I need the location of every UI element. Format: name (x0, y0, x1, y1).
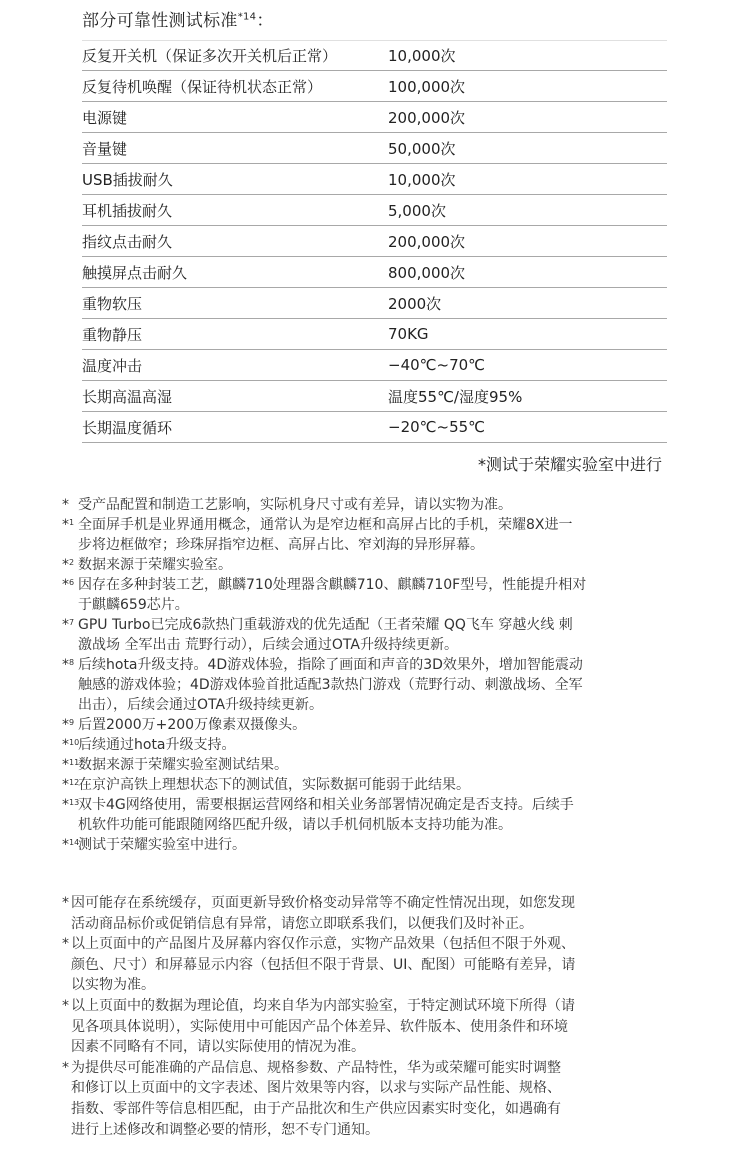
footnote (62, 835, 692, 855)
footnote-number: 12 (69, 778, 80, 787)
disclaimer (62, 893, 692, 934)
footnote-mark (62, 755, 78, 775)
spec-row (82, 134, 667, 164)
lab-note: *测试于荣耀实验室中进行 (477, 455, 662, 474)
footnote-text: 后置2000万+200万像素双摄像头。 (78, 717, 307, 733)
footnote-number: 14 (69, 838, 80, 847)
footnote (62, 555, 692, 575)
spec-value: 温度55℃/湿度95% (388, 387, 523, 406)
disclaimer (62, 1058, 692, 1140)
spec-item: 反复待机唤醒（保证待机状态正常） (82, 77, 323, 96)
footnote-number: 10 (69, 738, 80, 747)
footnote-mark (62, 795, 78, 835)
footnote-mark (62, 515, 78, 555)
footnote-number: 13 (69, 798, 80, 807)
footnote (62, 615, 692, 655)
spec-value: 2000次 (388, 294, 442, 313)
spec-row (82, 196, 667, 226)
footnote-star: * (62, 737, 69, 753)
footnote (62, 655, 692, 715)
footnote (62, 795, 692, 835)
footnotes-list (62, 495, 692, 855)
footnote-star: * (62, 717, 69, 733)
spec-item: 长期高温高湿 (82, 387, 173, 406)
footnote-mark (62, 775, 78, 795)
spec-row (82, 165, 667, 195)
spec-value: 5,000次 (388, 201, 446, 220)
footnote-mark (62, 735, 78, 755)
spec-item: 指纹点击耐久 (82, 232, 173, 251)
footnote-text: 后续通过hota升级支持。 (78, 737, 236, 753)
footnote-mark (62, 615, 78, 655)
footnote-mark (62, 575, 78, 615)
spec-item: 重物软压 (82, 294, 143, 313)
disclaimer (62, 934, 692, 996)
footnote-text: 数据来源于荣耀实验室测试结果。 (78, 757, 288, 773)
footnote-number: 1 (69, 518, 75, 527)
disclaimer-mark: * (62, 997, 69, 1014)
footnote-mark (62, 555, 78, 575)
section-title-suffix: ： (256, 11, 274, 31)
spec-item: 音量键 (82, 139, 128, 158)
footnote-star: * (62, 577, 69, 593)
footnote-star: * (62, 657, 69, 673)
spec-row (82, 289, 667, 319)
spec-item: 电源键 (82, 108, 128, 127)
disclaimer (62, 996, 692, 1058)
spec-item: 温度冲击 (82, 356, 143, 375)
footnote-text: 双卡4G网络使用，需要根据运营网络和相关业务部署情况确定是否支持。后续手 机软件功能可能跟随网络匹配升级，请以手机伺机版本支持功能为准。 (78, 797, 574, 833)
spec-value: 800,000次 (388, 263, 466, 282)
footnote-star: * (62, 757, 69, 773)
footnote-mark (62, 715, 78, 735)
spec-value: 50,000次 (388, 139, 456, 158)
spec-row (82, 351, 667, 381)
footnote (62, 735, 692, 755)
disclaimer-text: 以上页面中的数据为理论值，均来自华为内部实验室，于特定测试环境下所得（请 见各项具体说明），实际使用中可能因产品个体差异、软件版本、使用条件和环境 因素不同略有不同，请以实际使用的情况为准。 (71, 997, 575, 1056)
footnote-text: 在京沪高铁上理想状态下的测试值，实际数据可能弱于此结果。 (78, 777, 470, 793)
spec-value: 10,000次 (388, 170, 456, 189)
footnote-star: * (62, 497, 69, 513)
footnote-text: 后续hota升级支持。4D游戏体验，指除了画面和声音的3D效果外，增加智能震动 触感的游戏体验；4D游戏体验首批适配3款热门游戏（荒野行动、刺激战场、全军 出击），后续会通过OTA升级持续更新。 (78, 657, 583, 713)
disclaimer-mark: * (62, 1059, 69, 1076)
footnote-star: * (62, 617, 69, 633)
spec-row (82, 258, 667, 288)
spec-item: 重物静压 (82, 325, 143, 344)
footnote-number: 11 (69, 758, 80, 767)
spec-value: 10,000次 (388, 46, 456, 65)
spec-value: 200,000次 (388, 232, 466, 251)
disclaimer-text: 因可能存在系统缓存，页面更新导致价格变动异常等不确定性情况出现，如您发现 活动商品标价或促销信息有异常，请您立即联系我们，以便我们及时补正。 (71, 895, 575, 932)
footnote-text: 受产品配置和制造工艺影响，实际机身尺寸或有差异，请以实物为准。 (78, 497, 512, 513)
disclaimer-text: 以上页面中的产品图片及屏幕内容仅作示意，实物产品效果（包括但不限于外观、 颜色、尺寸）和屏幕显示内容（包括但不限于背景、UI、配图）可能略有差异，请 以实物为准。 (71, 936, 576, 994)
footnote-star: * (62, 557, 69, 573)
section-title-mark: *14 (237, 11, 257, 23)
footnote (62, 515, 692, 555)
spec-row (82, 227, 667, 257)
spec-item: 触摸屏点击耐久 (82, 263, 188, 282)
footnote-number: 9 (69, 718, 75, 727)
spec-value: 100,000次 (388, 77, 466, 96)
spec-row (82, 320, 667, 350)
section-title (82, 6, 274, 31)
footnote-text: 全面屏手机是业界通用概念，通常认为是窄边框和高屏占比的手机，荣耀8X进一 步将边框做窄；珍珠屏指窄边框、高屏占比、窄刘海的异形屏幕。 (78, 517, 573, 553)
spec-row (82, 103, 667, 133)
spec-value: −20℃~55℃ (388, 418, 486, 437)
footnote-text: GPU Turbo已完成6款热门重载游戏的优先适配（王者荣耀 QQ飞车 穿越火线 刺 激战场 全军出击 荒野行动），后续会通过OTA升级持续更新。 (78, 617, 573, 653)
disclaimer-text: 为提供尽可能准确的产品信息、规格参数、产品特性，华为或荣耀可能实时调整 和修订以上页面中的文字表述、图片效果等内容，以求与实际产品性能、规格、 指数、零部件等信息相匹配，由于产品批次和生产供应因素实时变化，如遇确有 进行上述修改和调整必要的情形，恕不专门通知。 (71, 1059, 561, 1138)
footnote-mark (62, 655, 78, 715)
footnote-number: 2 (69, 558, 75, 567)
spec-value: 200,000次 (388, 108, 466, 127)
spec-row (82, 72, 667, 102)
spec-value: 70KG (388, 325, 429, 344)
footnote (62, 715, 692, 735)
footnote-star: * (62, 837, 69, 853)
spec-item: USB插拔耐久 (82, 170, 173, 189)
footnote-number: 6 (69, 578, 75, 587)
section-title-text: 部分可靠性测试标准 (82, 11, 238, 31)
spec-row (82, 41, 667, 71)
spec-row (82, 382, 667, 412)
spec-item: 长期温度循环 (82, 418, 173, 437)
disclaimer-mark: * (62, 895, 69, 911)
reliability-spec-table (82, 40, 667, 444)
footnote-text: 数据来源于荣耀实验室。 (78, 557, 232, 573)
footnote-number: 7 (69, 618, 75, 627)
spec-item: 耳机插拔耐久 (82, 201, 173, 220)
footnote (62, 575, 692, 615)
footnote-text: 因存在多种封装工艺，麒麟710处理器含麒麟710、麒麟710F型号，性能提升相对 于麒麟659芯片。 (78, 577, 587, 613)
spec-row (82, 413, 667, 443)
footnote-star: * (62, 777, 69, 793)
spec-value: −40℃~70℃ (388, 356, 486, 375)
footnote-number: 8 (69, 658, 75, 667)
footnote-star: * (62, 517, 69, 533)
footnote-text: 测试于荣耀实验室中进行。 (78, 837, 246, 853)
disclaimers-list (62, 893, 692, 1140)
footnote-mark (62, 835, 78, 855)
footnote-star: * (62, 797, 69, 813)
footnote (62, 755, 692, 775)
footnote (62, 495, 692, 515)
footnote-mark (62, 495, 78, 515)
spec-item: 反复开关机（保证多次开关机后正常） (82, 46, 338, 65)
disclaimer-mark: * (62, 936, 69, 953)
footnote (62, 775, 692, 795)
